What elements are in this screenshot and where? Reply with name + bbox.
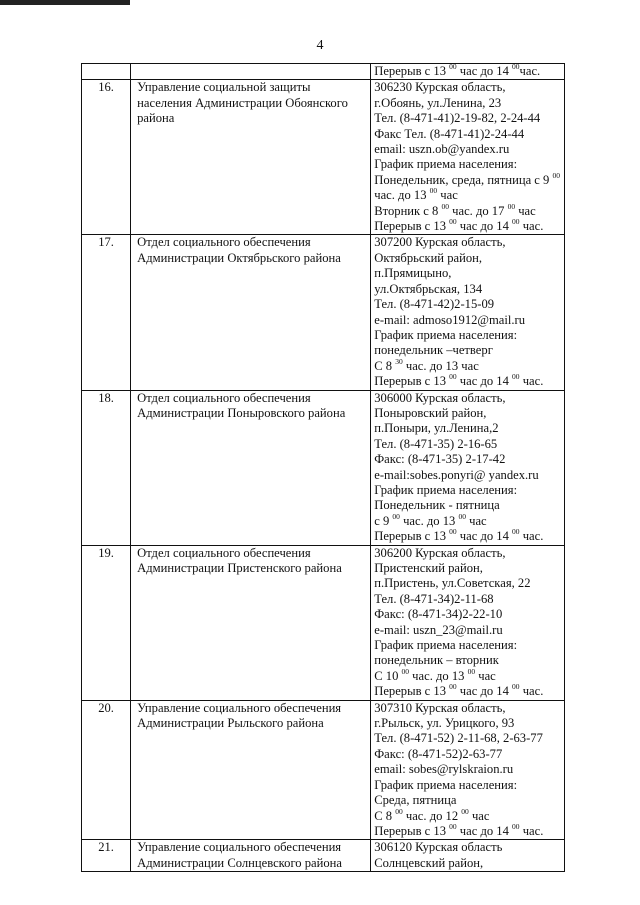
contact-line bbox=[374, 188, 560, 203]
contact-line bbox=[374, 638, 560, 653]
row-number: 18. bbox=[82, 390, 131, 545]
page-number: 4 bbox=[316, 38, 324, 53]
contact-line bbox=[374, 437, 560, 452]
office-name bbox=[131, 80, 371, 235]
row-number: 19. bbox=[82, 545, 131, 700]
contact-text: час. bbox=[519, 684, 544, 699]
contact-text: час. до 12 bbox=[402, 808, 462, 823]
table-row bbox=[82, 390, 565, 545]
contact-text: 306230 Курская область, bbox=[374, 80, 506, 95]
contact-line bbox=[374, 747, 560, 762]
contact-line bbox=[374, 701, 560, 716]
superscript-minutes: 00 bbox=[512, 372, 520, 382]
contact-line bbox=[374, 498, 560, 513]
contact-text: Перерыв с 13 bbox=[374, 529, 450, 544]
row-number: 17. bbox=[82, 235, 131, 390]
contact-text: час bbox=[437, 188, 458, 203]
contact-text: час. до 17 bbox=[449, 203, 508, 218]
office-contact bbox=[371, 80, 565, 235]
contact-line bbox=[374, 142, 560, 157]
office-name bbox=[131, 700, 371, 840]
contact-text: Перерыв с 13 bbox=[374, 64, 450, 78]
contact-text: час. bbox=[519, 64, 541, 78]
contact-text: понедельник – вторник bbox=[374, 653, 499, 668]
contact-line bbox=[374, 684, 560, 699]
superscript-minutes: 00 bbox=[552, 170, 560, 180]
contact-text: Факс: (8-471-34)2-22-10 bbox=[374, 607, 503, 622]
office-name-line: Управление социального обеспечения bbox=[137, 840, 342, 855]
contact-line bbox=[374, 592, 560, 607]
office-name-line: Администрации Рыльского района bbox=[137, 716, 324, 731]
office-name-line: Администрации Пристенского района bbox=[137, 561, 342, 575]
contact-text: Понедельник, среда, пятница с 9 bbox=[374, 172, 553, 187]
superscript-minutes: 00 bbox=[449, 527, 457, 537]
office-contact bbox=[371, 545, 565, 700]
contact-line bbox=[374, 201, 560, 219]
table-row bbox=[82, 64, 565, 80]
contact-text: час. до 13 bbox=[374, 188, 430, 203]
contact-text: Факс: (8-471-35) 2-17-42 bbox=[374, 452, 506, 467]
contact-text: час до 14 bbox=[456, 219, 513, 234]
office-name-line: Отдел социального обеспечения bbox=[137, 390, 311, 405]
contact-text: час до 14 bbox=[456, 529, 513, 544]
contact-text: час bbox=[515, 203, 536, 218]
office-name-line: Отдел социального обеспечения bbox=[137, 545, 311, 560]
contact-text: Пристенский район, bbox=[374, 561, 483, 575]
office-name bbox=[131, 64, 371, 80]
superscript-minutes: 00 bbox=[401, 666, 410, 676]
contact-text: Среда, пятница bbox=[374, 793, 457, 808]
superscript-minutes: 00 bbox=[512, 62, 520, 71]
contact-text: час bbox=[475, 668, 496, 683]
office-name bbox=[131, 235, 371, 390]
scan-top-edge bbox=[0, 0, 130, 5]
contact-line bbox=[374, 80, 560, 95]
superscript-minutes: 00 bbox=[441, 201, 449, 211]
office-contact bbox=[371, 840, 565, 872]
contact-text: e-mail: uszn_23@mail.ru bbox=[374, 622, 503, 637]
contact-line bbox=[374, 127, 560, 142]
contact-text: email: uszn.ob@yandex.ru bbox=[374, 142, 510, 157]
contact-line bbox=[374, 235, 560, 250]
contact-line bbox=[374, 762, 560, 777]
superscript-minutes: 00 bbox=[395, 806, 403, 816]
contact-line bbox=[374, 546, 560, 561]
superscript-minutes: 00 bbox=[449, 217, 457, 227]
contact-line bbox=[374, 266, 560, 281]
offices-table bbox=[81, 63, 565, 872]
contact-line bbox=[374, 778, 560, 793]
superscript-minutes: 00 bbox=[461, 806, 469, 816]
office-contact bbox=[371, 64, 565, 80]
offices-table-body bbox=[82, 64, 565, 872]
contact-text: Солнцевский район, bbox=[374, 855, 484, 870]
contact-text: час bbox=[465, 513, 487, 528]
table-row bbox=[82, 80, 565, 235]
superscript-minutes: 00 bbox=[449, 821, 457, 831]
contact-text: час. до 13 bbox=[409, 668, 468, 683]
superscript-minutes: 00 bbox=[467, 666, 476, 676]
contact-text: час до 14 bbox=[456, 374, 513, 389]
office-name-line: населения Администрации Обоянского bbox=[137, 95, 348, 110]
table-row bbox=[82, 545, 565, 700]
office-contact bbox=[371, 235, 565, 390]
contact-text: п.Поныри, ул.Ленина,2 bbox=[374, 421, 499, 436]
superscript-minutes: 00 bbox=[512, 527, 520, 537]
contact-text: С 10 bbox=[374, 668, 402, 683]
table-row bbox=[82, 840, 565, 872]
contact-line bbox=[374, 731, 560, 746]
office-contact bbox=[371, 700, 565, 840]
contact-line bbox=[374, 529, 560, 544]
contact-line bbox=[374, 297, 560, 312]
contact-line bbox=[374, 483, 560, 498]
superscript-minutes: 00 bbox=[429, 186, 438, 196]
row-number: 21. bbox=[82, 840, 131, 872]
office-contact bbox=[371, 390, 565, 545]
contact-text: 307200 Курская область, bbox=[374, 235, 506, 250]
contact-text: час до 14 bbox=[456, 64, 513, 78]
superscript-minutes: 00 bbox=[449, 682, 457, 692]
contact-text: График приема населения: bbox=[374, 638, 518, 653]
office-name bbox=[131, 840, 371, 872]
contact-text: 306000 Курская область, bbox=[374, 390, 506, 405]
contact-text: График приема населения: bbox=[374, 327, 518, 342]
contact-text: График приема населения: bbox=[374, 157, 518, 172]
contact-text: понедельник –четверг bbox=[374, 343, 493, 358]
contact-line bbox=[374, 856, 560, 871]
office-name-line: Управление социальной защиты bbox=[137, 80, 311, 95]
office-name-line: Администрации Октябрьского района bbox=[137, 250, 341, 265]
contact-line bbox=[374, 511, 560, 529]
contact-text: час до 14 bbox=[456, 823, 513, 838]
contact-line bbox=[374, 840, 560, 855]
contact-line bbox=[374, 821, 560, 839]
office-name-line: Отдел социального обеспечения bbox=[137, 235, 311, 250]
contact-line bbox=[374, 421, 560, 436]
contact-text: час bbox=[468, 808, 490, 823]
contact-text: Перерыв с 13 bbox=[374, 219, 450, 234]
contact-line bbox=[374, 576, 560, 591]
contact-line bbox=[374, 623, 560, 638]
contact-text: e-mail:sobes.ponyri@ yandex.ru bbox=[374, 467, 539, 482]
contact-text: час. до 13 bbox=[399, 513, 459, 528]
contact-line bbox=[374, 96, 560, 111]
contact-line bbox=[374, 806, 560, 824]
contact-text: Понедельник - пятница bbox=[374, 498, 500, 513]
contact-text: Октябрьский район, bbox=[374, 250, 483, 265]
contact-text: e-mail: admoso1912@mail.ru bbox=[374, 312, 526, 327]
contact-line bbox=[374, 356, 560, 374]
contact-line bbox=[374, 607, 560, 622]
contact-text: Перерыв с 13 bbox=[374, 374, 450, 389]
contact-line bbox=[374, 219, 560, 234]
contact-line bbox=[374, 328, 560, 343]
contact-text: п.Пристень, ул.Советская, 22 bbox=[374, 576, 531, 591]
superscript-minutes: 00 bbox=[512, 682, 520, 692]
office-name-line: Администрации Поныровского района bbox=[137, 405, 346, 420]
contact-line bbox=[374, 716, 560, 731]
office-name bbox=[131, 390, 371, 545]
superscript-minutes: 30 bbox=[395, 356, 403, 366]
contact-text: Факс: (8-471-52)2-63-77 bbox=[374, 746, 503, 761]
contact-text: Тел. (8-471-52) 2-11-68, 2-63-77 bbox=[374, 731, 543, 746]
contact-line bbox=[374, 452, 560, 467]
contact-text: Поныровский район, bbox=[374, 405, 487, 420]
row-number: 16. bbox=[82, 80, 131, 235]
contact-text: час. bbox=[519, 374, 544, 389]
contact-text: Вторник с 8 bbox=[374, 203, 442, 218]
contact-text: Тел. (8-471-35) 2-16-65 bbox=[374, 436, 498, 451]
table-row bbox=[82, 235, 565, 390]
contact-line bbox=[374, 251, 560, 266]
row-number bbox=[82, 64, 131, 80]
contact-line bbox=[374, 391, 560, 406]
contact-line bbox=[374, 468, 560, 483]
contact-text: Перерыв с 13 bbox=[374, 684, 450, 699]
contact-text: г.Рыльск, ул. Урицкого, 93 bbox=[374, 716, 515, 731]
contact-line bbox=[374, 406, 560, 421]
contact-text: 306200 Курская область, bbox=[374, 545, 506, 560]
superscript-minutes: 00 bbox=[392, 511, 400, 521]
superscript-minutes: 00 bbox=[449, 62, 457, 71]
office-name bbox=[131, 545, 371, 700]
superscript-minutes: 00 bbox=[449, 372, 457, 382]
contact-line bbox=[374, 666, 560, 684]
contact-text: 307310 Курская область, bbox=[374, 700, 506, 715]
contact-text: ул.Октябрьская, 134 bbox=[374, 281, 483, 296]
contact-text: Тел. (8-471-34)2-11-68 bbox=[374, 591, 494, 606]
contact-text: С 8 bbox=[374, 358, 396, 373]
row-number: 20. bbox=[82, 700, 131, 840]
contact-text: час. bbox=[519, 823, 544, 838]
contact-text: email: sobes@rylskraion.ru bbox=[374, 762, 514, 777]
contact-text: С 8 bbox=[374, 808, 396, 823]
office-name-line: Администрации Солнцевского района bbox=[137, 855, 342, 870]
table-row bbox=[82, 700, 565, 840]
contact-text: График приема населения: bbox=[374, 482, 518, 497]
contact-line bbox=[374, 374, 560, 389]
contact-line bbox=[374, 170, 560, 188]
contact-text: час до 14 bbox=[456, 684, 513, 699]
contact-line bbox=[374, 282, 560, 297]
superscript-minutes: 00 bbox=[458, 511, 466, 521]
contact-text: п.Прямицыно, bbox=[374, 266, 452, 281]
contact-text: г.Обоянь, ул.Ленина, 23 bbox=[374, 95, 502, 110]
contact-text: График приема населения: bbox=[374, 777, 518, 792]
contact-text: час. до 13 час bbox=[402, 358, 479, 373]
contact-line bbox=[374, 64, 560, 79]
contact-text: Тел. (8-471-41)2-19-82, 2-24-44 bbox=[374, 111, 541, 126]
superscript-minutes: 00 bbox=[512, 821, 520, 831]
contact-line bbox=[374, 111, 560, 126]
contact-line bbox=[374, 313, 560, 328]
contact-line bbox=[374, 157, 560, 172]
contact-text: с 9 bbox=[374, 513, 393, 528]
office-name-line: Управление социального обеспечения bbox=[137, 700, 342, 715]
contact-text: Факс Тел. (8-471-41)2-24-44 bbox=[374, 126, 525, 141]
superscript-minutes: 00 bbox=[507, 201, 516, 211]
contact-text: Перерыв с 13 bbox=[374, 823, 450, 838]
office-name-line: района bbox=[137, 111, 175, 126]
superscript-minutes: 00 bbox=[512, 217, 520, 227]
contact-text: час. bbox=[519, 219, 544, 234]
contact-text: час. bbox=[519, 529, 544, 544]
contact-text: Тел. (8-471-42)2-15-09 bbox=[374, 297, 495, 312]
contact-line bbox=[374, 561, 560, 576]
contact-text: 306120 Курская область bbox=[374, 840, 503, 855]
